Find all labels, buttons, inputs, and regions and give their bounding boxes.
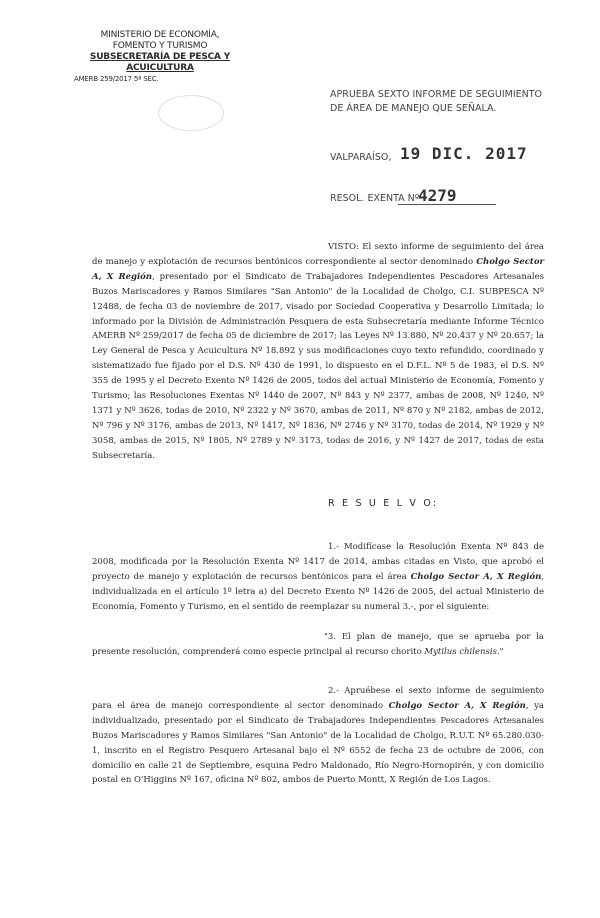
item-2-text-1: 2.- Apruébese el sexto informe de seguimiento para el área de manejo correspondiente al sector denominado xyxy=(92,686,544,711)
item-1-text-2: , individualizada en el artículo 1º letra a) del Decreto Exento Nº 1426 de 2005, del actual Ministerio de Economía, Fomento y Turismo, en el sentido de reemplazar su numeral 3.-, por el siguiente: xyxy=(92,571,544,612)
visto-paragraph xyxy=(92,240,544,464)
visto-area-name: Cholgo Sector A, X Región xyxy=(92,256,545,282)
item-1-area-name: Cholgo Sector A, X Región xyxy=(410,571,542,582)
subsecretaria-line: SUBSECRETARÍA DE PESCA Y ACUICULTURA xyxy=(89,52,231,73)
reference-code: AMERB 259/2017 5ª SEC. xyxy=(74,75,159,83)
faded-stamp xyxy=(158,95,224,131)
resolution-number: 4279 xyxy=(418,186,457,205)
number-underline xyxy=(398,204,496,205)
resolution-subject: APRUEBA SEXTO INFORME DE SEGUIMIENTO DE ÁREA DE MANEJO QUE SEÑALA. xyxy=(330,89,543,114)
visto-text-1: VISTO: El sexto informe de seguimiento del área de manejo y explotación de recursos bentónicos correspondiente al sector denominado xyxy=(92,242,544,267)
date-stamp: 19 DIC. 2017 xyxy=(400,144,528,163)
resolution-label: RESOL. EXENTA Nº xyxy=(330,193,420,204)
ministry-line: MINISTERIO DE ECONOMÍA, xyxy=(100,30,220,40)
item-1-text-1: 1.- Modifícase la Resolución Exenta Nº 843 de 2008, modificada por la Resolución Exenta Nº 1417 de 2014, ambas citadas en Visto, que aprobó el proyecto de manejo y explotación de recursos bentónicos para el área xyxy=(92,542,544,582)
species-name: Mytilus chilensis xyxy=(424,646,497,657)
item-2-area-name: Cholgo Sector A, X Región xyxy=(388,700,526,711)
place-label: VALPARAÍSO, xyxy=(330,152,392,163)
quote-text-2: ." xyxy=(496,646,504,657)
ministry-line-2: FOMENTO Y TURISMO xyxy=(112,41,208,51)
quote-text-1: "3. El plan de manejo, que se aprueba por la presente resolución, comprenderá como especie principal al recurso chorito xyxy=(92,632,544,657)
item-1-paragraph xyxy=(92,540,544,615)
quoted-numeral xyxy=(92,630,544,660)
resuelvo-heading: R E S U E L V O: xyxy=(328,498,439,509)
visto-text-2: , presentado por el Sindicato de Trabajadores Independientes Pescadores Artesanales Buzos Mariscadores y Ramos Similares "San Antonio" de la Localidad de Cholgo, C.I. SUBPESCA Nº 12488, de fecha 03 de noviembre de 2017, visado por Sociedad Cooperativa y Desarrollo Limitada; lo informado por la División de Administración Pesquera de esta Subsecretaría mediante Informe Técnico AMERB Nº 259/2017 de fecha 05 de diciembre de 2017; las Leyes Nº 13.880, Nº 20.437 y Nº 20.657; la Ley General de Pesca y Acuicultura Nº 18.892 y sus modificaciones cuyo texto refundido, coordinado y sistematizado fue fijado por el D.S. Nº 430 de 1991, lo dispuesto en el D.F.L. Nº 5 de 1983, el D.S. Nº 355 de 1995 y el Decreto Exento Nº 1426 de 2005, todos del actual Ministerio de Economía, Fomento y Turismo; las Resoluciones Exentas Nº 1440 de 2007, Nº 843 y Nº 2377, ambas de 2008, Nº 1240, Nº 1371 y Nº 3626, todas de 2010, Nº 2322 y Nº 3670, ambas de 2011, Nº 870 y Nº 2182, ambas de 2012, Nº 796 y Nº 3176, ambas de 2013, Nº 1417, Nº 1836, Nº 2746 y Nº 3170, todas de 2014, Nº 1929 y Nº 3058, ambas de 2015, Nº 1805, Nº 2789 y Nº 3173, todas de 2016, y Nº 1427 de 2017, todas de esta Subsecretaría. xyxy=(92,271,544,461)
item-2-paragraph xyxy=(92,684,544,788)
item-2-text-2: , ya individualizado, presentado por el Sindicato de Trabajadores Independientes Pescadores Artesanales Buzos Mariscadores y Ramos Similares "San Antonio" de la Localidad de Cholgo, R.U.T. Nº 65.280.030-1, inscrito en el Registro Pesquero Artesanal bajo el Nº 6552 de fecha 23 de octubre de 2006, con domicilio en calle 21 de Septiembre, esquina Pedro Maldonado, Río Negro-Hornopirén, y con domicilio postal en O'Higgins Nº 167, oficina Nº 802, ambos de Puerto Montt, X Región de Los Lagos. xyxy=(92,700,545,786)
letterhead xyxy=(60,30,260,85)
